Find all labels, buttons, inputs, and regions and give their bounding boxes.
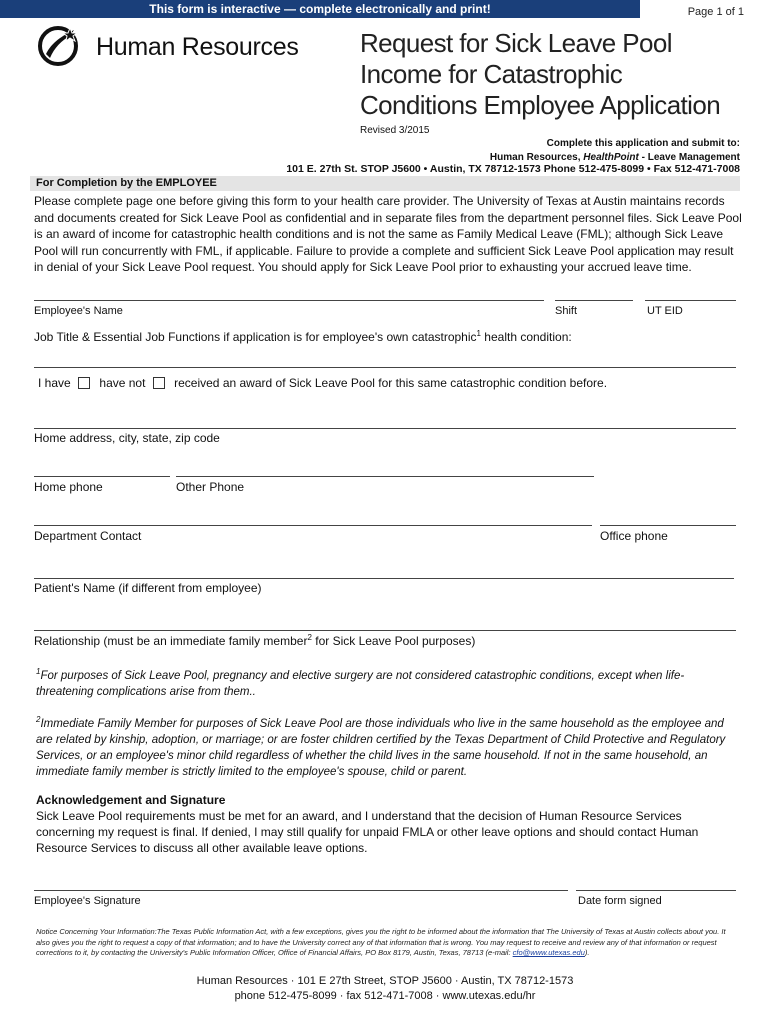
- office-phone-label: Office phone: [600, 529, 668, 543]
- other-phone-input[interactable]: [176, 476, 594, 477]
- department-contact-label: Department Contact: [34, 529, 142, 543]
- section-header: For Completion by the EMPLOYEE: [30, 176, 740, 191]
- signature-label: Employee's Signature: [34, 895, 141, 907]
- interactive-banner: This form is interactive — complete electronically and print!: [0, 0, 640, 18]
- job-title-label: Job Title & Essential Job Functions if application is for employee's own catastrophic$^1$ health condition:: [34, 329, 572, 344]
- employee-name-input[interactable]: [34, 300, 544, 301]
- date-signed-input[interactable]: [576, 890, 736, 891]
- submit-line-2: Human Resources, HealthPoint - Leave Management: [489, 152, 740, 163]
- intro-paragraph: Please complete page one before giving this form to your health care provider. The University of Texas at Austin maintains records and documents created for Sick Leave Pool as confidential and in separate files from the department personnel files. Sick Leave Pool is an award of income for catastrophic health conditions and is not the same as Family Medical Leave (FML); although Sick Leave Pool will run concurrently with FML, if applicable. Failure to provide a complete and sufficient Sick Leave Pool application may result in denial of your Sick Leave Pool request. You should apply for Sick Leave Pool prior to exhausting your accrued leave time.: [34, 194, 742, 274]
- acknowledgement-heading: Acknowledgement and Signature: [36, 793, 226, 807]
- footer-contact: phone 512-475-8099 · fax 512-471-7008 · www.utexas.edu/hr: [234, 990, 536, 1002]
- footnote-2: $^2$Immediate Family Member for purposes of Sick Leave Pool are those individuals who live in the same household as the employee and are related by kinship, adoption, or marriage; or are foster children certified by the Texas Department of Child Protective and Regulatory Services, or an employee's minor child regardless of whether the child lives in the same household. If not in the same household, an immediate family member is strictly limited to the employee's spouse, child or parent.: [36, 715, 726, 778]
- submit-line-1: Complete this application and submit to:: [546, 138, 740, 149]
- received-award-label: received an award of Sick Leave Pool for this same catastrophic condition before.: [174, 376, 608, 390]
- hr-logo-icon: [36, 24, 80, 68]
- other-phone-label: Other Phone: [176, 480, 245, 494]
- home-phone-input[interactable]: [34, 476, 170, 477]
- privacy-notice: Notice Concerning Your Information:The Texas Public Information Act, with a few exceptions, gives you the right to be informed about the information that The University of Texas at Austin collects about you. It also gives you the right to request a copy of that information; and to have the University correct any of that information that is wrong. You may request to receive and review any of that information or request corrections to it, by contacting the University's Public Information Officer, Office of Financial Affairs, PO Box 8179, Austin, Texas, 78713 (e-mail: cfo@www.utexas.edu).: [36, 927, 726, 957]
- org-name: Human Resources: [96, 33, 299, 61]
- submit-address: 101 E. 27th St. STOP J5600 • Austin, TX 78712-1573 Phone 512-475-8099 • Fax 512-471-7008: [286, 163, 740, 175]
- relationship-input[interactable]: [34, 630, 736, 631]
- revised-date: Revised 3/2015: [360, 125, 430, 136]
- title-line: Request for Sick Leave Pool: [360, 28, 672, 58]
- patient-name-label: Patient's Name (if different from employee): [34, 581, 262, 595]
- department-contact-input[interactable]: [34, 525, 592, 526]
- email-link[interactable]: cfo@www.utexas.edu: [512, 948, 585, 957]
- title-line: Conditions Employee Application: [360, 90, 721, 120]
- home-address-label: Home address, city, state, zip code: [34, 431, 220, 445]
- office-phone-input[interactable]: [600, 525, 736, 526]
- acknowledgement-text: Sick Leave Pool requirements must be met for an award, and I understand that the decision of Human Resource Services concerning my request is final. If denied, I may still qualify for unpaid FMLA or other leave options and should contact Human Resource Services to discuss all other available leave options.: [36, 809, 699, 855]
- home-phone-label: Home phone: [34, 480, 103, 494]
- submit-instructions: [490, 137, 740, 165]
- job-title-input[interactable]: [34, 367, 736, 368]
- prior-award-row: [38, 376, 607, 390]
- title-line: Income for Catastrophic: [360, 59, 623, 89]
- footnote-1: $^1$For purposes of Sick Leave Pool, pregnancy and elective surgery are not considered catastrophic conditions, except when life-threatening complications arise from them..: [36, 667, 685, 698]
- page-number: Page 1 of 1: [687, 6, 744, 18]
- relationship-label: Relationship (must be an immediate family member$^2$ for Sick Leave Pool purposes): [34, 633, 476, 648]
- footer-address: Human Resources · 101 E 27th Street, STOP J5600 · Austin, TX 78712-1573: [196, 975, 574, 987]
- employee-name-label: Employee's Name: [34, 305, 123, 317]
- i-have-label: I have: [38, 376, 71, 390]
- signature-input[interactable]: [34, 890, 568, 891]
- ut-eid-input[interactable]: [645, 300, 736, 301]
- have-not-label: have not: [99, 376, 146, 390]
- i-have-checkbox[interactable]: [78, 377, 90, 389]
- home-address-input[interactable]: [34, 428, 736, 429]
- date-signed-label: Date form signed: [578, 895, 662, 907]
- ut-eid-label: UT EID: [647, 305, 683, 317]
- shift-input[interactable]: [555, 300, 633, 301]
- have-not-checkbox[interactable]: [153, 377, 165, 389]
- shift-label: Shift: [555, 305, 578, 317]
- document-title: [360, 28, 760, 121]
- patient-name-input[interactable]: [34, 578, 734, 579]
